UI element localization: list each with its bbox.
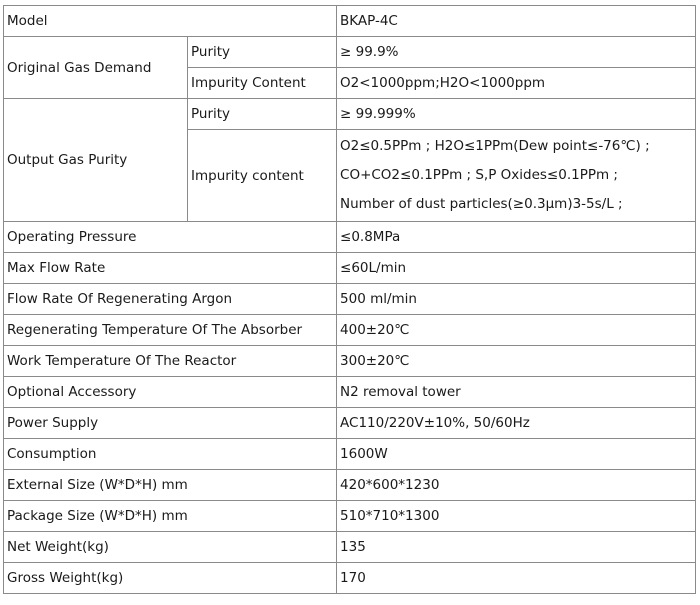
row-value: ≤60L/min (337, 253, 696, 284)
row-value: AC110/220V±10%, 50/60Hz (337, 408, 696, 439)
row-value: O2<1000ppm;H2O<1000ppm (337, 68, 696, 99)
row-label: Gross Weight(kg) (4, 563, 337, 594)
table-row (4, 377, 696, 408)
row-label: Operating Pressure (4, 222, 337, 253)
row-label: Flow Rate Of Regenerating Argon (4, 284, 337, 315)
impurity-line: CO+CO2≤0.1PPm ; S,P Oxides≤0.1PPm ; (340, 167, 618, 183)
impurity-line: Number of dust particles(≥0.3μm)3-5s/L ; (340, 196, 623, 212)
table-row (4, 346, 696, 377)
row-value: 1600W (337, 439, 696, 470)
table-row (4, 284, 696, 315)
table-row (4, 563, 696, 594)
table-row (4, 408, 696, 439)
row-value: 510*710*1300 (337, 501, 696, 532)
row-value: 300±20℃ (337, 346, 696, 377)
row-value: ≥ 99.9% (337, 37, 696, 68)
sub-label: Impurity Content (188, 68, 337, 99)
table-row (4, 532, 696, 563)
row-value: 400±20℃ (337, 315, 696, 346)
row-value: 135 (337, 532, 696, 563)
row-label: Max Flow Rate (4, 253, 337, 284)
group-label-output-gas-purity: Output Gas Purity (4, 99, 188, 222)
row-value: 170 (337, 563, 696, 594)
table-row-model (4, 6, 696, 37)
row-value: 500 ml/min (337, 284, 696, 315)
row-label: Net Weight(kg) (4, 532, 337, 563)
impurity-line: O2≤0.5PPm ; H2O≤1PPm(Dew point≤-76℃) ; (340, 138, 650, 154)
table-row-original-purity (4, 37, 696, 68)
row-label: Optional Accessory (4, 377, 337, 408)
table-row (4, 470, 696, 501)
row-label: Package Size (W*D*H) mm (4, 501, 337, 532)
sub-label: Purity (188, 37, 337, 68)
row-value: ≥ 99.999% (337, 99, 696, 130)
row-value: 420*600*1230 (337, 470, 696, 501)
table-row (4, 501, 696, 532)
row-label: Model (4, 6, 337, 37)
table-row (4, 253, 696, 284)
row-label: Work Temperature Of The Reactor (4, 346, 337, 377)
group-label-original-gas-demand: Original Gas Demand (4, 37, 188, 99)
row-label: Regenerating Temperature Of The Absorber (4, 315, 337, 346)
row-value: N2 removal tower (337, 377, 696, 408)
table-row (4, 222, 696, 253)
row-label: Power Supply (4, 408, 337, 439)
row-value: ≤0.8MPa (337, 222, 696, 253)
sub-label: Purity (188, 99, 337, 130)
row-label: External Size (W*D*H) mm (4, 470, 337, 501)
table-row-output-purity (4, 99, 696, 130)
table-row (4, 315, 696, 346)
table-row (4, 439, 696, 470)
row-label: Consumption (4, 439, 337, 470)
spec-table-container (3, 5, 695, 602)
spec-table (3, 5, 696, 594)
impurity-lines (337, 130, 696, 222)
row-value: BKAP-4C (337, 6, 696, 37)
sub-label: Impurity content (188, 130, 337, 222)
